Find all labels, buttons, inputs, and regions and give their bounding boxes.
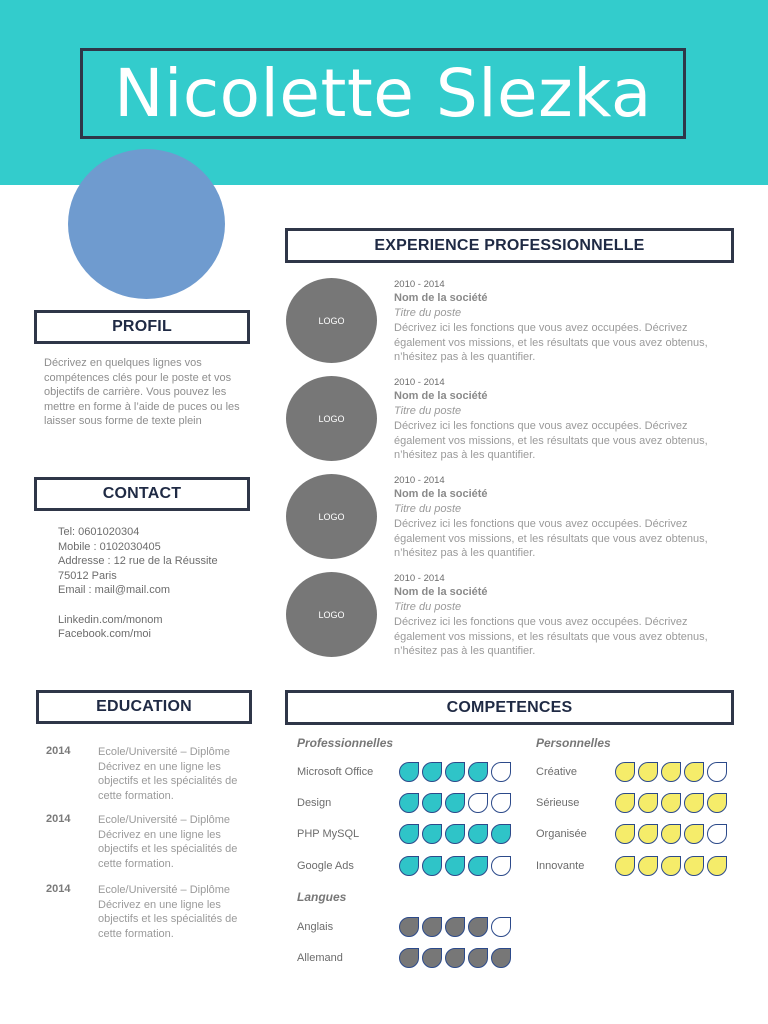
skill-name: PHP MySQL — [297, 828, 360, 840]
rating-drop-filled — [661, 824, 681, 844]
skill-name: Allemand — [297, 952, 343, 964]
rating-drop-filled — [468, 917, 488, 937]
experience-item — [286, 376, 736, 468]
skill-row — [297, 762, 517, 784]
rating-drop-empty — [491, 917, 511, 937]
rating-drop-filled — [615, 856, 635, 876]
job-company: Nom de la société — [394, 390, 488, 402]
rating-drop-filled — [445, 917, 465, 937]
skill-name: Organisée — [536, 828, 587, 840]
job-description: Décrivez ici les fonctions que vous avez occupées. Décrivez également vos missions, et les résultats que vous avez obtenus, n’hésitez pas à les quantifier. — [394, 518, 708, 560]
education-year: 2014 — [46, 745, 71, 757]
rating-drop-filled — [445, 762, 465, 782]
name-frame — [80, 48, 686, 139]
experience-item — [286, 572, 736, 664]
skill-rating — [399, 824, 511, 844]
job-description: Décrivez ici les fonctions que vous avez occupées. Décrivez également vos missions, et les résultats que vous avez obtenus, n’hésitez pas à les quantifier. — [394, 616, 708, 658]
rating-drop-filled — [638, 793, 658, 813]
rating-drop-filled — [615, 793, 635, 813]
rating-drop-empty — [468, 793, 488, 813]
rating-drop-filled — [399, 824, 419, 844]
job-title: Titre du poste — [394, 307, 462, 319]
contact-spacer — [58, 598, 258, 613]
languages-heading: Langues — [297, 890, 347, 904]
profil-heading: PROFIL — [34, 310, 250, 344]
education-year: 2014 — [46, 813, 71, 825]
company-logo: LOGO — [286, 376, 377, 461]
rating-drop-filled — [422, 793, 442, 813]
skill-row — [297, 856, 517, 878]
rating-drop-filled — [661, 762, 681, 782]
rating-drop-filled — [422, 917, 442, 937]
rating-drop-filled — [468, 948, 488, 968]
company-logo: LOGO — [286, 474, 377, 559]
skill-row — [297, 948, 517, 970]
education-heading: EDUCATION — [36, 690, 252, 724]
job-company: Nom de la société — [394, 586, 488, 598]
rating-drop-filled — [491, 824, 511, 844]
rating-drop-filled — [468, 824, 488, 844]
job-title: Titre du poste — [394, 601, 462, 613]
skill-rating — [399, 856, 511, 876]
skill-row — [536, 793, 736, 815]
job-dates: 2010 - 2014 — [394, 475, 445, 486]
skill-rating — [399, 762, 511, 782]
rating-drop-filled — [684, 824, 704, 844]
skill-rating — [399, 948, 511, 968]
education-description: Ecole/Université – Diplôme Décrivez en une ligne les objectifs et les spécialités de cette formation. — [98, 746, 238, 802]
company-logo: LOGO — [286, 278, 377, 363]
contact-city: 75012 Paris — [58, 569, 117, 582]
rating-drop-filled — [684, 762, 704, 782]
rating-drop-filled — [422, 856, 442, 876]
job-dates: 2010 - 2014 — [394, 279, 445, 290]
rating-drop-filled — [468, 856, 488, 876]
contact-email: Email : mail@mail.com — [58, 584, 171, 597]
education-year: 2014 — [46, 883, 71, 895]
skill-name: Sérieuse — [536, 797, 580, 809]
rating-drop-filled — [445, 793, 465, 813]
rating-drop-filled — [399, 856, 419, 876]
skill-row — [297, 824, 517, 846]
rating-drop-filled — [707, 793, 727, 813]
job-dates: 2010 - 2014 — [394, 573, 445, 584]
job-description: Décrivez ici les fonctions que vous avez occupées. Décrivez également vos missions, et les résultats que vous avez obtenus, n’hésitez pas à les quantifier. — [394, 420, 708, 462]
rating-drop-filled — [422, 824, 442, 844]
rating-drop-filled — [399, 762, 419, 782]
rating-drop-filled — [445, 948, 465, 968]
rating-drop-empty — [707, 824, 727, 844]
skill-row — [536, 762, 736, 784]
contact-facebook: Facebook.com/moi — [58, 628, 151, 641]
job-dates: 2010 - 2014 — [394, 377, 445, 388]
experience-item — [286, 278, 736, 370]
rating-drop-filled — [684, 856, 704, 876]
company-logo: LOGO — [286, 572, 377, 657]
skill-rating — [399, 917, 511, 937]
contact-list — [58, 525, 258, 642]
profil-text: Décrivez en quelques lignes vos compétences clés pour le poste et vos objectifs de carrière. Vous pouvez les mettre en forme à l’aide de puces ou les laisser sous forme de texte plein — [44, 357, 240, 428]
rating-drop-filled — [638, 856, 658, 876]
skill-name: Innovante — [536, 860, 585, 872]
contact-heading: CONTACT — [34, 477, 250, 511]
skill-name: Google Ads — [297, 860, 354, 872]
rating-drop-filled — [468, 762, 488, 782]
job-title: Titre du poste — [394, 405, 462, 417]
skill-row — [297, 793, 517, 815]
contact-address: Addresse : 12 rue de la Réussite — [58, 555, 218, 568]
skill-row — [536, 824, 736, 846]
rating-drop-filled — [615, 762, 635, 782]
professional-skills-heading: Professionnelles — [297, 736, 394, 750]
rating-drop-filled — [399, 793, 419, 813]
rating-drop-filled — [422, 948, 442, 968]
skill-rating — [615, 824, 727, 844]
education-description: Ecole/Université – Diplôme Décrivez en une ligne les objectifs et les spécialités de cette formation. — [98, 884, 238, 940]
skill-row — [536, 856, 736, 878]
profile-photo — [68, 149, 225, 299]
skill-row — [297, 917, 517, 939]
contact-mobile: Mobile : 0102030405 — [58, 540, 161, 553]
rating-drop-filled — [399, 917, 419, 937]
rating-drop-empty — [491, 793, 511, 813]
rating-drop-filled — [661, 793, 681, 813]
rating-drop-filled — [707, 856, 727, 876]
rating-drop-empty — [707, 762, 727, 782]
contact-phone: Tel: 0601020304 — [58, 526, 140, 538]
candidate-name: Nicolette Slezka — [114, 55, 652, 132]
rating-drop-filled — [638, 824, 658, 844]
rating-drop-filled — [445, 824, 465, 844]
rating-drop-empty — [491, 856, 511, 876]
rating-drop-filled — [638, 762, 658, 782]
skill-name: Design — [297, 797, 332, 809]
job-company: Nom de la société — [394, 292, 488, 304]
job-description: Décrivez ici les fonctions que vous avez occupées. Décrivez également vos missions, et les résultats que vous avez obtenus, n’hésitez pas à les quantifier. — [394, 322, 708, 364]
personal-skills-heading: Personnelles — [536, 736, 611, 750]
job-title: Titre du poste — [394, 503, 462, 515]
rating-drop-filled — [684, 793, 704, 813]
skill-name: Anglais — [297, 921, 334, 933]
rating-drop-filled — [661, 856, 681, 876]
rating-drop-filled — [445, 856, 465, 876]
experience-heading: EXPERIENCE PROFESSIONNELLE — [285, 228, 734, 263]
experience-item — [286, 474, 736, 566]
skill-rating — [615, 793, 727, 813]
rating-drop-filled — [491, 948, 511, 968]
rating-drop-empty — [491, 762, 511, 782]
rating-drop-filled — [399, 948, 419, 968]
skill-rating — [399, 793, 511, 813]
rating-drop-filled — [422, 762, 442, 782]
rating-drop-filled — [615, 824, 635, 844]
contact-linkedin: Linkedin.com/monom — [58, 613, 163, 626]
skill-rating — [615, 856, 727, 876]
job-company: Nom de la société — [394, 488, 488, 500]
skill-name: Créative — [536, 766, 577, 778]
skill-rating — [615, 762, 727, 782]
skill-name: Microsoft Office — [297, 766, 374, 778]
competences-heading: COMPETENCES — [285, 690, 734, 725]
education-description: Ecole/Université – Diplôme Décrivez en une ligne les objectifs et les spécialités de cette formation. — [98, 814, 238, 870]
